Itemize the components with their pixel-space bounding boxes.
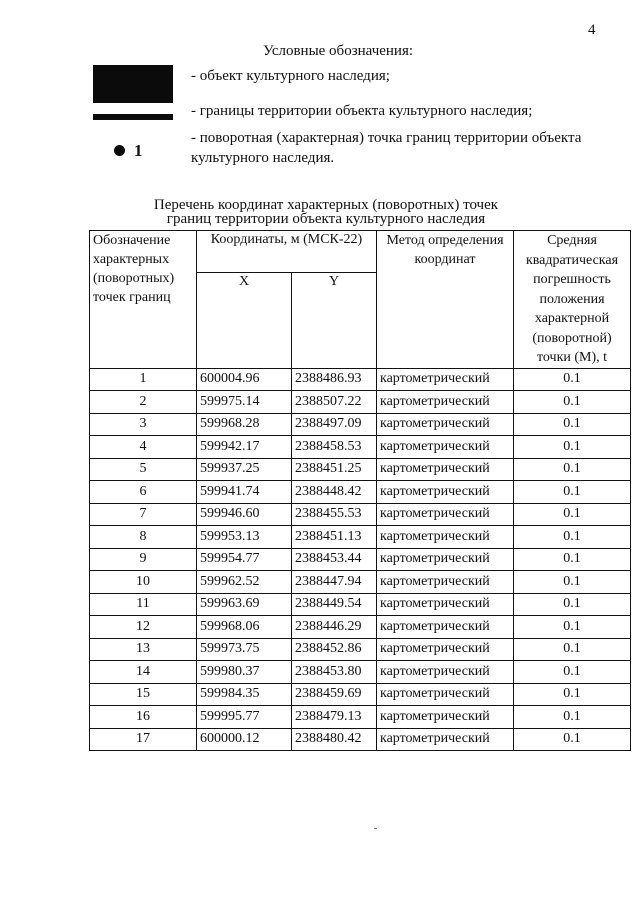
- x-coordinate-cell: 600000.12: [197, 728, 292, 751]
- coordinates-table-body: [90, 368, 631, 751]
- y-coordinate-cell: 2388455.53: [292, 503, 377, 526]
- y-coordinate-cell: 2388479.13: [292, 706, 377, 729]
- y-coordinate-cell: 2388480.42: [292, 728, 377, 751]
- table-row: [90, 548, 631, 571]
- point-number-cell: 15: [90, 683, 197, 706]
- y-coordinate-cell: 2388448.42: [292, 481, 377, 504]
- error-cell: 0.1: [514, 503, 631, 526]
- table-row: [90, 503, 631, 526]
- error-cell: 0.1: [514, 593, 631, 616]
- point-number-cell: 3: [90, 413, 197, 436]
- x-coordinate-cell: 599937.25: [197, 458, 292, 481]
- x-coordinate-cell: 600004.96: [197, 368, 292, 391]
- scan-mark: [374, 828, 377, 829]
- x-coordinate-cell: 599942.17: [197, 436, 292, 459]
- y-coordinate-cell: 2388453.80: [292, 661, 377, 684]
- table-caption-line-2: границ территории объекта культурного наследия: [166, 211, 486, 227]
- point-number-cell: 16: [90, 706, 197, 729]
- table-caption-line-1: Перечень координат характерных (поворотных) точек: [153, 197, 499, 213]
- page-number: 4: [588, 22, 596, 38]
- table-row: [90, 481, 631, 504]
- point-number-cell: 11: [90, 593, 197, 616]
- table-row: [90, 616, 631, 639]
- legend-cultural-object-symbol: [93, 65, 173, 103]
- y-coordinate-cell: 2388451.13: [292, 526, 377, 549]
- point-number-cell: 8: [90, 526, 197, 549]
- table-row: [90, 728, 631, 751]
- point-number-cell: 13: [90, 638, 197, 661]
- x-coordinate-cell: 599995.77: [197, 706, 292, 729]
- x-coordinate-cell: 599946.60: [197, 503, 292, 526]
- method-cell: картометрический: [377, 706, 514, 729]
- method-cell: картометрический: [377, 391, 514, 414]
- y-coordinate-cell: 2388486.93: [292, 368, 377, 391]
- point-number-cell: 4: [90, 436, 197, 459]
- error-cell: 0.1: [514, 413, 631, 436]
- method-cell: картометрический: [377, 571, 514, 594]
- x-coordinate-cell: 599968.06: [197, 616, 292, 639]
- legend-boundary-line-symbol: [93, 114, 173, 120]
- table-row: [90, 436, 631, 459]
- x-coordinate-cell: 599941.74: [197, 481, 292, 504]
- y-coordinate-cell: 2388446.29: [292, 616, 377, 639]
- header-method: Метод определения координат: [377, 231, 514, 369]
- error-cell: 0.1: [514, 661, 631, 684]
- table-row: [90, 661, 631, 684]
- header-point-designation: Обозначение характерных (поворотных) точек границ: [90, 231, 197, 369]
- point-number-cell: 2: [90, 391, 197, 414]
- method-cell: картометрический: [377, 683, 514, 706]
- legend-point-dot-icon: [114, 145, 125, 156]
- table-row: [90, 368, 631, 391]
- error-cell: 0.1: [514, 638, 631, 661]
- header-coordinates: Координаты, м (МСК-22): [197, 231, 377, 273]
- y-coordinate-cell: 2388451.25: [292, 458, 377, 481]
- coordinates-table: [89, 230, 631, 751]
- point-number-cell: 9: [90, 548, 197, 571]
- method-cell: картометрический: [377, 503, 514, 526]
- point-number-cell: 17: [90, 728, 197, 751]
- point-number-cell: 14: [90, 661, 197, 684]
- x-coordinate-cell: 599973.75: [197, 638, 292, 661]
- x-coordinate-cell: 599963.69: [197, 593, 292, 616]
- table-caption: [140, 198, 512, 226]
- legend-point-text: - поворотная (характерная) точка границ территории объекта культурного наследия.: [191, 130, 582, 166]
- error-cell: 0.1: [514, 481, 631, 504]
- error-cell: 0.1: [514, 683, 631, 706]
- legend-boundary-text: - границы территории объекта культурного наследия;: [191, 103, 533, 119]
- x-coordinate-cell: 599968.28: [197, 413, 292, 436]
- point-number-cell: 5: [90, 458, 197, 481]
- method-cell: картометрический: [377, 458, 514, 481]
- y-coordinate-cell: 2388449.54: [292, 593, 377, 616]
- method-cell: картометрический: [377, 638, 514, 661]
- table-row: [90, 638, 631, 661]
- table-row: [90, 571, 631, 594]
- point-number-cell: 10: [90, 571, 197, 594]
- table-row: [90, 593, 631, 616]
- x-coordinate-cell: 599953.13: [197, 526, 292, 549]
- method-cell: картометрический: [377, 368, 514, 391]
- y-coordinate-cell: 2388452.86: [292, 638, 377, 661]
- table-row: [90, 683, 631, 706]
- method-cell: картометрический: [377, 481, 514, 504]
- table-row: [90, 458, 631, 481]
- x-coordinate-cell: 599984.35: [197, 683, 292, 706]
- method-cell: картометрический: [377, 436, 514, 459]
- y-coordinate-cell: 2388507.22: [292, 391, 377, 414]
- error-cell: 0.1: [514, 368, 631, 391]
- method-cell: картометрический: [377, 526, 514, 549]
- error-cell: 0.1: [514, 728, 631, 751]
- header-mean-square-error: Средняя квадратическая погрешность положения характерной (поворотной) точки (М), t: [514, 231, 631, 369]
- point-number-cell: 7: [90, 503, 197, 526]
- table-row: [90, 526, 631, 549]
- point-number-cell: 12: [90, 616, 197, 639]
- point-number-cell: 1: [90, 368, 197, 391]
- error-cell: 0.1: [514, 616, 631, 639]
- x-coordinate-cell: 599975.14: [197, 391, 292, 414]
- error-cell: 0.1: [514, 458, 631, 481]
- legend-cultural-object-text: - объект культурного наследия;: [191, 68, 390, 84]
- legend-point-label: 1: [134, 141, 143, 160]
- error-cell: 0.1: [514, 571, 631, 594]
- error-cell: 0.1: [514, 391, 631, 414]
- method-cell: картометрический: [377, 413, 514, 436]
- method-cell: картометрический: [377, 661, 514, 684]
- header-y: Y: [292, 272, 377, 368]
- error-cell: 0.1: [514, 548, 631, 571]
- table-row: [90, 391, 631, 414]
- x-coordinate-cell: 599962.52: [197, 571, 292, 594]
- y-coordinate-cell: 2388453.44: [292, 548, 377, 571]
- error-cell: 0.1: [514, 526, 631, 549]
- error-cell: 0.1: [514, 436, 631, 459]
- method-cell: картометрический: [377, 616, 514, 639]
- header-x: X: [197, 272, 292, 368]
- x-coordinate-cell: 599954.77: [197, 548, 292, 571]
- y-coordinate-cell: 2388459.69: [292, 683, 377, 706]
- point-number-cell: 6: [90, 481, 197, 504]
- table-row: [90, 706, 631, 729]
- error-cell: 0.1: [514, 706, 631, 729]
- y-coordinate-cell: 2388458.53: [292, 436, 377, 459]
- table-row: [90, 413, 631, 436]
- x-coordinate-cell: 599980.37: [197, 661, 292, 684]
- legend-title: Условные обозначения:: [263, 43, 414, 59]
- y-coordinate-cell: 2388447.94: [292, 571, 377, 594]
- method-cell: картометрический: [377, 548, 514, 571]
- y-coordinate-cell: 2388497.09: [292, 413, 377, 436]
- method-cell: картометрический: [377, 593, 514, 616]
- method-cell: картометрический: [377, 728, 514, 751]
